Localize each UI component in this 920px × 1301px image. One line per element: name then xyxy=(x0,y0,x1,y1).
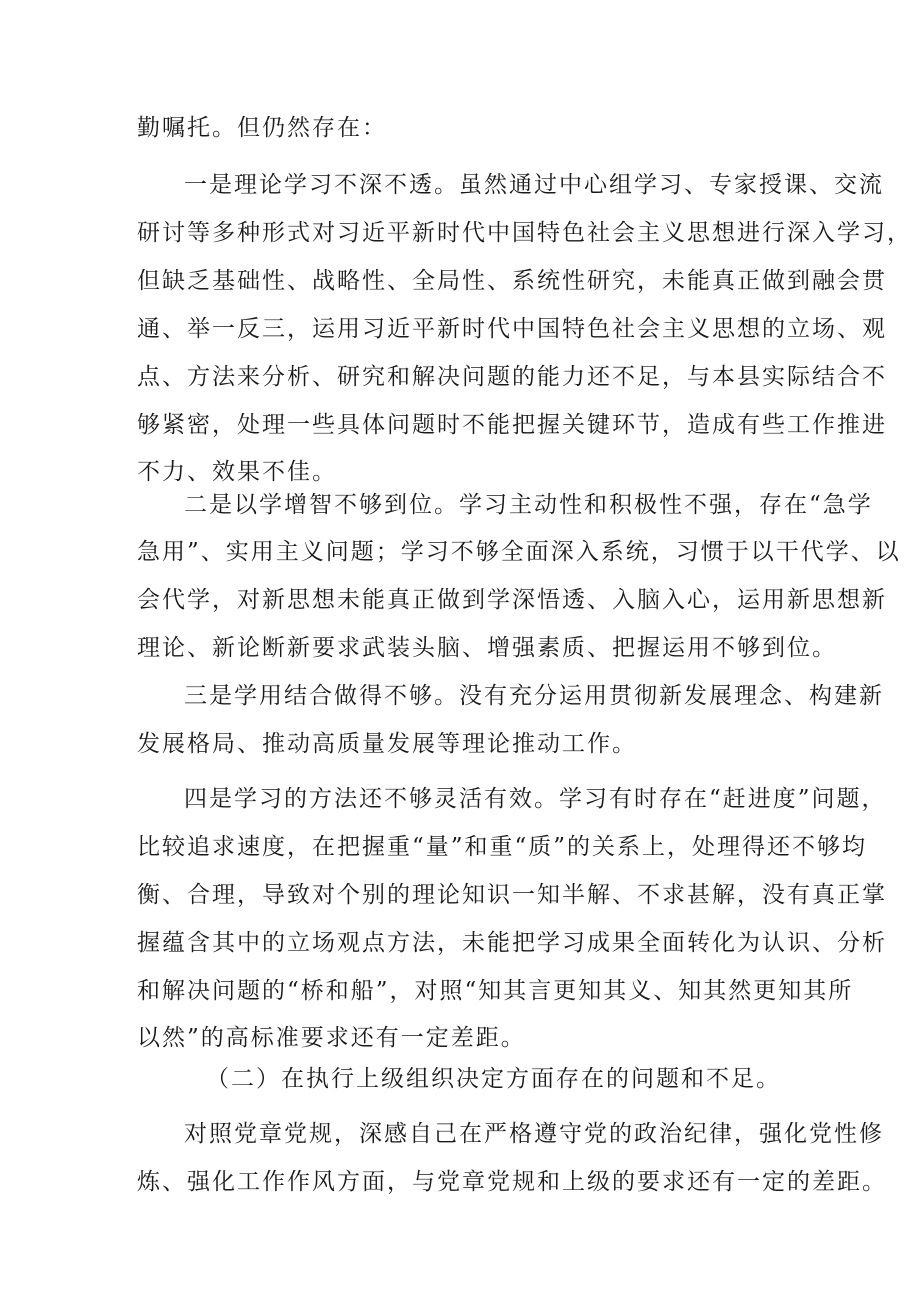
text-line: 会代学，对新思想未能真正做到学深悟透、入脑入心，运用新思想新 xyxy=(137,587,887,613)
text-line: 衡、合理，导致对个别的理论知识一知半解、不求甚解，没有真正掌 xyxy=(137,882,887,908)
text-line: 但缺乏基础性、战略性、全局性、系统性研究，未能真正做到融会贯 xyxy=(137,268,887,294)
paragraph-three-heading-line: 三是学用结合做得不够。没有充分运用贯彻新发展理念、构建新 xyxy=(184,683,884,709)
paragraph-four-heading-line: 四是学习的方法还不够灵活有效。学习有时存在“赶进度”问题， xyxy=(184,786,887,812)
text-line: 够紧密，处理一些具体问题时不能把握关键环节，造成有些工作推进 xyxy=(137,412,887,438)
text-line: 研讨等多种形式对习近平新时代中国特色社会主义思想进行深入学习， xyxy=(137,220,912,246)
text-line: 炼、强化工作作风方面，与党章党规和上级的要求还有一定的差距。 xyxy=(137,1169,887,1195)
text-line: 发展格局、推动高质量发展等理论推动工作。 xyxy=(137,731,637,757)
paragraph-two-heading-line: 二是以学增智不够到位。学习主动性和积极性不强，存在“急学 xyxy=(184,492,873,518)
text-line: 勤嘱托。但仍然存在： xyxy=(137,115,387,141)
paragraph-one-heading-line: 一是理论学习不深不透。虽然通过中心组学习、专家授课、交流 xyxy=(184,172,884,198)
text-line: 和解决问题的“桥和船”，对照“知其言更知其义、知其然更知其所 xyxy=(137,978,854,1004)
text-line: 比较追求速度，在把握重“量”和重“质”的关系上，处理得还不够均 xyxy=(137,834,868,860)
text-line: 急用”、实用主义问题；学习不够全面深入系统，习惯于以干代学、以 xyxy=(137,539,901,565)
text-line: 点、方法来分析、研究和解决问题的能力还不足，与本县实际结合不 xyxy=(137,364,887,390)
text-line: 理论、新论断新要求武装头脑、增强素质、把握运用不够到位。 xyxy=(137,635,837,661)
paragraph-five-line: 对照党章党规，深感自己在严格遵守党的政治纪律，强化党性修 xyxy=(184,1121,884,1147)
text-line: 通、举一反三，运用习近平新时代中国特色社会主义思想的立场、观 xyxy=(137,316,887,342)
text-line: 不力、效果不佳。 xyxy=(137,459,337,485)
text-line: 以然”的高标准要求还有一定差距。 xyxy=(137,1025,526,1051)
section-heading: （二）在执行上级组织决定方面存在的问题和不足。 xyxy=(206,1066,781,1092)
text-line: 握蕴含其中的立场观点方法，未能把学习成果全面转化为认识、分析 xyxy=(137,930,887,956)
